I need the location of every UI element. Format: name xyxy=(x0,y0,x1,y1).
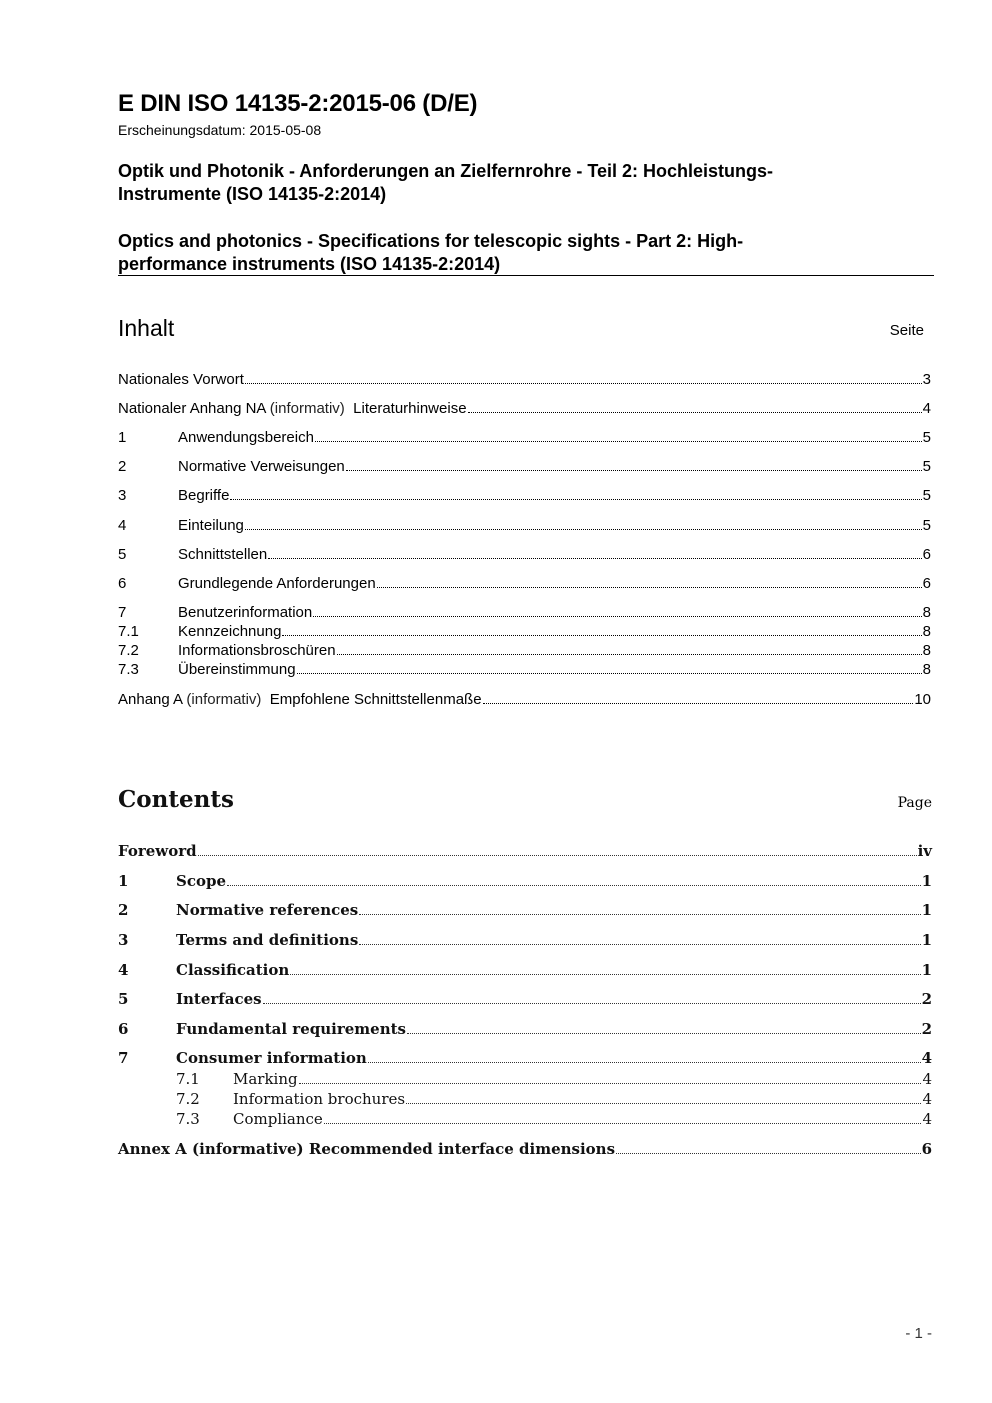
toc-entry-page: 4 xyxy=(922,400,931,417)
toc-entry-page: 1 xyxy=(921,961,932,979)
toc-entry-number: 7.1 xyxy=(118,623,139,640)
toc-entry-page: 1 xyxy=(921,931,932,949)
toc-entry-number: 4 xyxy=(118,517,127,534)
toc-entry-label: Kennzeichnung xyxy=(178,623,282,640)
toc-entry-label xyxy=(118,691,482,708)
page-number: - 1 - xyxy=(905,1325,932,1342)
toc-entry-page: 2 xyxy=(921,1020,932,1038)
toc-entry-page: 8 xyxy=(922,604,931,621)
toc-entry-label: Benutzerinformation xyxy=(178,604,313,621)
toc-entry[interactable] xyxy=(118,1049,932,1067)
toc-entry[interactable] xyxy=(118,574,931,592)
toc-leader xyxy=(359,914,920,915)
toc-entry[interactable] xyxy=(118,660,931,678)
toc-entry[interactable] xyxy=(118,370,931,388)
toc-entry-page: 5 xyxy=(922,458,931,475)
toc-entry-page: 6 xyxy=(922,575,931,592)
toc-entry-label: Foreword xyxy=(118,842,197,860)
toc-leader xyxy=(227,885,921,886)
toc-entry-number: 2 xyxy=(118,458,127,475)
toc-entry-number: 7 xyxy=(118,604,127,621)
toc-entry-page: 8 xyxy=(922,642,931,659)
toc-entry-page: 6 xyxy=(922,546,931,563)
toc-entry[interactable] xyxy=(118,1020,932,1038)
toc-entry[interactable] xyxy=(118,622,931,640)
toc-entry[interactable] xyxy=(118,545,931,563)
toc-entry-page: 1 xyxy=(921,872,932,890)
toc-entry-label: Normative Verweisungen xyxy=(178,458,345,475)
toc-entry-page: iv xyxy=(917,842,932,860)
toc-leader xyxy=(290,974,920,975)
toc-entry-label: Schnittstellen xyxy=(178,546,268,563)
toc-entry-label: Information brochures xyxy=(233,1090,406,1108)
toc-leader xyxy=(346,470,922,471)
toc-entry-page: 2 xyxy=(921,990,932,1008)
toc-heading-english: Contents xyxy=(118,786,234,813)
toc-entry-number: 7.3 xyxy=(118,661,139,678)
annex-label: Nationaler Anhang NA xyxy=(118,400,266,417)
toc-entry-label: Consumer information xyxy=(176,1049,367,1067)
toc-leader xyxy=(337,654,922,655)
toc-entry-number: 5 xyxy=(118,546,127,563)
toc-entry[interactable] xyxy=(118,486,931,504)
toc-entry-number: 7.2 xyxy=(176,1090,200,1108)
toc-leader xyxy=(483,703,914,704)
toc-entry-label: Grundlegende Anforderungen xyxy=(178,575,376,592)
toc-entry-label: Normative references xyxy=(176,901,359,919)
toc-entry-page: 8 xyxy=(922,623,931,640)
toc-leader xyxy=(297,673,922,674)
toc-entry[interactable] xyxy=(118,690,931,708)
toc-entry-number: 5 xyxy=(118,990,129,1008)
toc-entry-label: Einteilung xyxy=(178,517,244,534)
toc-entry[interactable] xyxy=(118,399,931,417)
toc-leader xyxy=(268,558,921,559)
toc-leader xyxy=(616,1153,921,1154)
toc-entry-number: 7.1 xyxy=(176,1070,200,1088)
toc-entry[interactable] xyxy=(176,1110,932,1128)
toc-leader xyxy=(198,855,917,856)
toc-entry[interactable] xyxy=(118,603,931,621)
toc-entry[interactable] xyxy=(118,901,932,919)
toc-entry-number: 2 xyxy=(118,901,129,919)
toc-entry-page: 5 xyxy=(922,517,931,534)
toc-entry[interactable] xyxy=(118,990,932,1008)
toc-leader xyxy=(406,1103,921,1104)
annex-informative: (informativ) xyxy=(186,691,262,708)
toc-entry-number: 3 xyxy=(118,487,127,504)
toc-leader xyxy=(299,1083,922,1084)
toc-entry[interactable] xyxy=(118,1140,932,1158)
title-english-line-1: Optics and photonics - Specifications for telescopic sights - Part 2: High- xyxy=(118,231,744,251)
toc-entry-page: 3 xyxy=(922,371,931,388)
toc-entry-label: Scope xyxy=(176,872,227,890)
toc-entry-label: Informationsbroschüren xyxy=(178,642,336,659)
toc-leader xyxy=(282,635,921,636)
toc-leader xyxy=(368,1062,921,1063)
toc-entry-page: 4 xyxy=(922,1070,932,1088)
toc-heading-german: Inhalt xyxy=(118,315,175,341)
toc-entry[interactable] xyxy=(118,641,931,659)
toc-entry-label: Fundamental requirements xyxy=(176,1020,406,1038)
toc-leader xyxy=(313,616,921,617)
header-divider xyxy=(118,275,934,276)
title-german xyxy=(118,160,878,206)
annex-informative: (informativ) xyxy=(269,400,345,417)
toc-entry-label: Nationales Vorwort xyxy=(118,371,244,388)
toc-entry-page: 8 xyxy=(922,661,931,678)
annex-title: Empfohlene Schnittstellenmaße xyxy=(269,691,482,708)
toc-entry-number: 6 xyxy=(118,575,127,592)
annex-label: Anhang A xyxy=(118,691,183,708)
toc-entry-label: Begriffe xyxy=(178,487,230,504)
toc-leader xyxy=(377,587,922,588)
toc-leader xyxy=(230,499,921,500)
toc-entry[interactable] xyxy=(118,842,932,860)
document-id: E DIN ISO 14135-2:2015-06 (D/E) xyxy=(118,90,478,117)
toc-entry[interactable] xyxy=(118,516,931,534)
toc-leader xyxy=(245,383,922,384)
toc-entry-number: 7.3 xyxy=(176,1110,200,1128)
toc-entry-page: 4 xyxy=(921,1049,932,1067)
toc-leader xyxy=(263,1003,921,1004)
toc-entry-label: Annex A (informative) Recommended interface dimensions xyxy=(118,1140,616,1158)
toc-entry-label: Anwendungsbereich xyxy=(178,429,314,446)
toc-entry-label: Terms and definitions xyxy=(176,931,359,949)
title-german-line-1: Optik und Photonik - Anforderungen an Zielfernrohre - Teil 2: Hochleistungs- xyxy=(118,161,774,181)
toc-entry-label: Classification xyxy=(176,961,290,979)
publication-date: Erscheinungsdatum: 2015-05-08 xyxy=(118,122,322,138)
toc-entry[interactable] xyxy=(118,457,931,475)
toc-entry-page: 10 xyxy=(914,691,931,708)
toc-entry-number: 6 xyxy=(118,1020,129,1038)
annex-title: Literaturhinweise xyxy=(353,400,467,417)
toc-page-label-german: Seite xyxy=(889,322,924,339)
toc-entry-page: 5 xyxy=(922,487,931,504)
toc-entry-number: 3 xyxy=(118,931,129,949)
toc-entry-page: 4 xyxy=(922,1090,932,1108)
toc-page-label-english: Page xyxy=(897,795,932,811)
toc-entry[interactable] xyxy=(176,1090,932,1108)
toc-entry-page: 1 xyxy=(921,901,932,919)
toc-entry-page: 5 xyxy=(922,429,931,446)
toc-entry-label xyxy=(118,400,467,417)
toc-entry[interactable] xyxy=(118,961,932,979)
toc-entry[interactable] xyxy=(176,1070,932,1088)
toc-entry-number: 7.2 xyxy=(118,642,139,659)
toc-entry-page: 6 xyxy=(921,1140,932,1158)
toc-leader xyxy=(468,412,922,413)
toc-entry[interactable] xyxy=(118,428,931,446)
toc-entry[interactable] xyxy=(118,872,932,890)
toc-entry-label: Compliance xyxy=(233,1110,323,1128)
title-german-line-2: Instrumente (ISO 14135-2:2014) xyxy=(118,184,387,204)
toc-entry-number: 1 xyxy=(118,872,129,890)
toc-leader xyxy=(359,944,920,945)
toc-leader xyxy=(245,529,922,530)
toc-entry-label: Interfaces xyxy=(176,990,262,1008)
toc-entry-number: 1 xyxy=(118,429,127,446)
toc-entry-label: Marking xyxy=(233,1070,298,1088)
toc-leader xyxy=(324,1123,922,1124)
toc-entry-page: 4 xyxy=(922,1110,932,1128)
toc-entry[interactable] xyxy=(118,931,932,949)
toc-entry-number: 7 xyxy=(118,1049,129,1067)
toc-entry-number: 4 xyxy=(118,961,129,979)
toc-leader xyxy=(315,441,922,442)
title-english-line-2: performance instruments (ISO 14135-2:2014) xyxy=(118,254,501,274)
toc-entry-label: Übereinstimmung xyxy=(178,661,296,678)
toc-leader xyxy=(407,1033,921,1034)
title-english xyxy=(118,230,878,276)
